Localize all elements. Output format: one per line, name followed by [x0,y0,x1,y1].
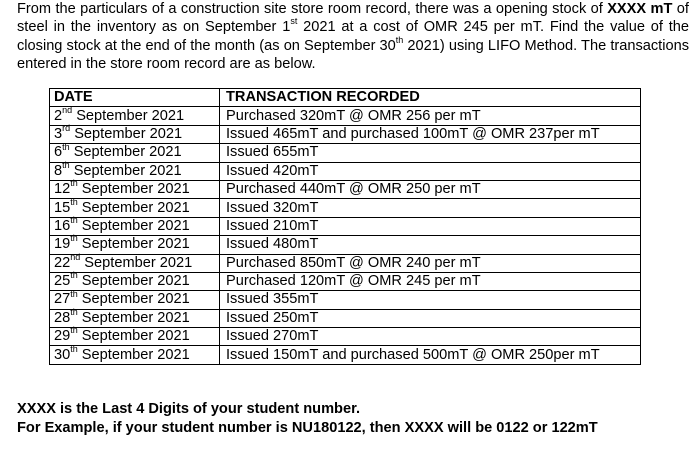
header-date: DATE [50,89,220,107]
date-day: 15 [54,199,71,216]
table-header-row [50,89,641,107]
ordinal-suffix: th [70,233,78,244]
date-month: September 2021 [77,346,190,363]
date-day: 29 [54,328,71,345]
table-row [50,144,641,162]
date-month: September 2021 [77,328,190,345]
table-row [50,199,641,217]
ordinal-suffix: nd [62,104,73,115]
date-day: 27 [54,291,71,308]
date-cell [50,104,220,125]
ordinal-suffix: st [290,16,298,27]
date-month: September 2021 [69,144,182,161]
transaction-cell: Purchased 320mT @ OMR 256 per mT [220,107,641,125]
date-month: September 2021 [77,291,190,308]
date-day: 19 [54,236,71,253]
date-day: 12 [54,181,71,198]
intro-text-3: 2021 at a cost of OMR 245 per mT. Find the value of the closing stock at the end of the month (as on September 30 [17,19,689,54]
date-day: 3 [54,125,63,142]
ordinal-suffix: th [62,159,70,170]
date-month: September 2021 [80,254,193,271]
date-month: September 2021 [77,199,190,216]
ordinal-suffix: th [70,288,78,299]
table-row [50,180,641,198]
table-row [50,272,641,290]
ordinal-suffix: th [62,141,70,152]
ordinal-suffix: th [70,325,78,336]
ordinal-suffix: th [70,343,78,354]
transaction-cell: Issued 655mT [220,144,641,162]
transaction-cell: Issued 320mT [220,199,641,217]
date-month: September 2021 [77,309,190,326]
transaction-cell: Purchased 120mT @ OMR 245 per mT [220,272,641,290]
transaction-cell: Issued 420mT [220,162,641,180]
transaction-cell: Issued 465mT and purchased 100mT @ OMR 237per mT [220,125,641,143]
date-day: 25 [54,273,71,290]
date-day: 22 [54,254,71,271]
date-day: 2 [54,107,63,124]
footnote-line-1: XXXX is the Last 4 Digits of your student number. [17,401,361,417]
transaction-cell: Issued 480mT [220,236,641,254]
transaction-cell: Issued 270mT [220,328,641,346]
ordinal-suffix: rd [62,123,71,134]
transaction-cell: Issued 150mT and purchased 500mT @ OMR 250per mT [220,346,641,364]
ordinal-suffix: th [70,196,78,207]
ordinal-suffix: th [70,307,78,318]
stock-placeholder: XXXX mT [607,1,673,17]
transaction-cell: Issued 250mT [220,309,641,327]
date-day: 8 [54,162,63,179]
transaction-cell: Purchased 850mT @ OMR 240 per mT [220,254,641,272]
date-cell [50,343,220,364]
ordinal-suffix: th [70,270,78,281]
date-month: September 2021 [70,125,183,142]
table-row [50,309,641,327]
header-transaction: TRANSACTION RECORDED [220,89,641,107]
table-row [50,217,641,235]
ordinal-suffix: th [70,178,78,189]
intro-text-1: From the particulars of a construction site store room record, there was a opening stock of [17,1,608,17]
date-month: September 2021 [69,162,182,179]
table-row [50,346,641,364]
transactions-table [49,88,641,365]
ordinal-suffix: th [395,34,404,45]
date-day: 28 [54,309,71,326]
date-cell [50,141,220,162]
table-row [50,291,641,309]
transaction-cell: Issued 210mT [220,217,641,235]
footnote-line-2: For Example, if your student number is NU180122, then XXXX will be 0122 or 122mT [17,420,598,436]
date-day: 16 [54,217,71,234]
problem-statement [17,0,689,73]
date-day: 6 [54,144,63,161]
table-row [50,162,641,180]
table-body [50,104,641,364]
ordinal-suffix: nd [70,251,81,262]
date-cell [50,125,220,143]
date-month: September 2021 [72,107,185,124]
transaction-cell: Purchased 440mT @ OMR 250 per mT [220,180,641,198]
date-month: September 2021 [77,181,190,198]
transaction-cell: Issued 355mT [220,291,641,309]
table-row [50,107,641,125]
intro-text-4: 2021) using LIFO Method. The transactions entered in the store room record are as below. [17,37,689,72]
footnote [17,400,598,438]
table-row [50,328,641,346]
date-month: September 2021 [77,236,190,253]
table-row [50,236,641,254]
date-month: September 2021 [77,217,190,234]
ordinal-suffix: th [70,215,78,226]
table-row [50,125,641,143]
date-day: 30 [54,346,71,363]
date-month: September 2021 [77,273,190,290]
intro-text-2: of steel in the inventory as on September 1 [17,1,689,36]
table-row [50,254,641,272]
